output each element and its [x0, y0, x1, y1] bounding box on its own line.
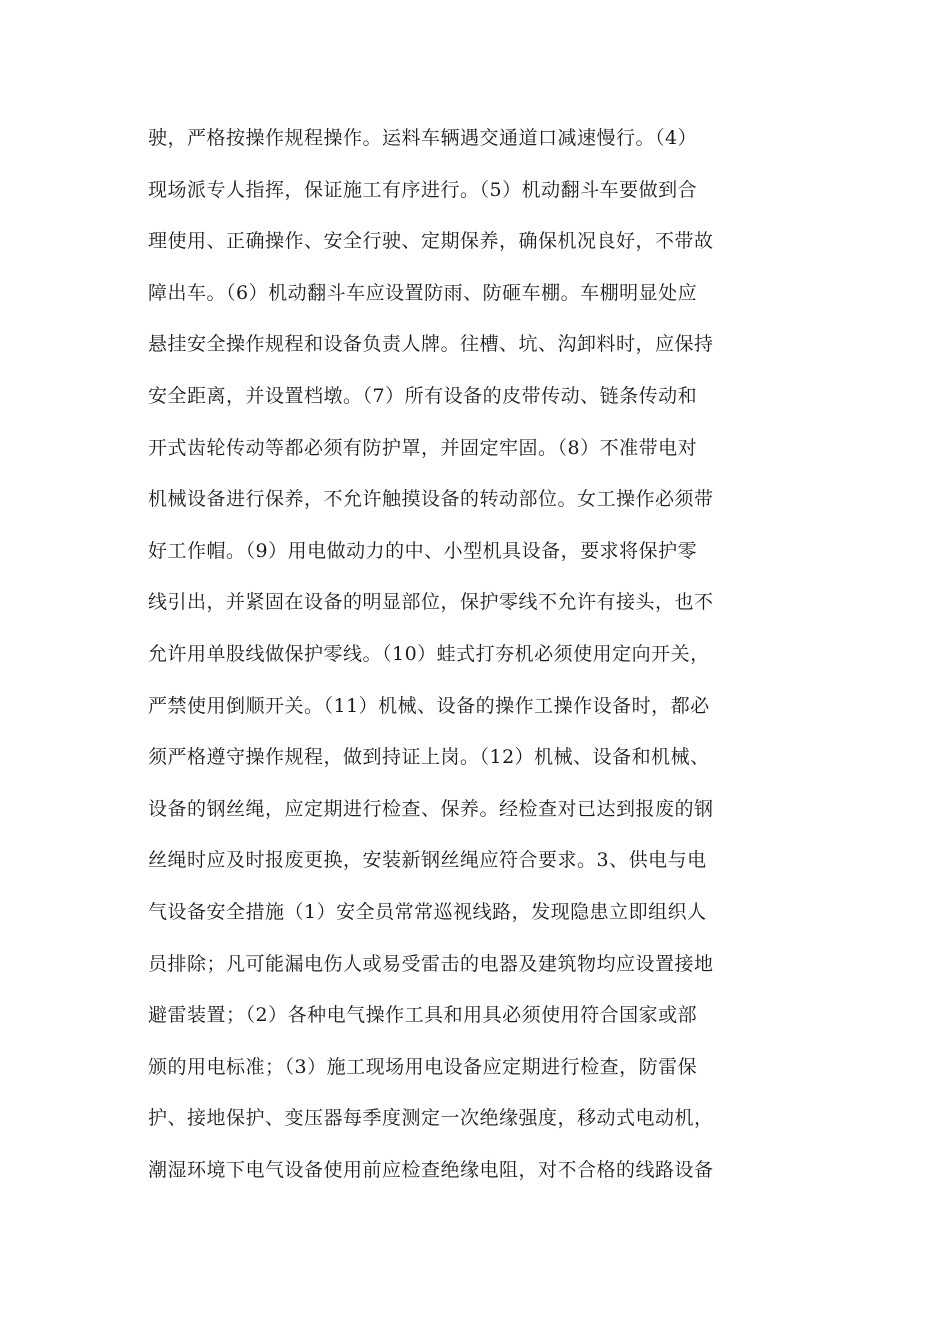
text-line: 须严格遵守操作规程，做到持证上岗。（12）机械、设备和机械、 — [148, 746, 710, 769]
text-line: 员排除；凡可能漏电伤人或易受雷击的电器及建筑物均应设置接地 — [148, 952, 714, 975]
text-line: 好工作帽。（9）用电做动力的中、小型机具设备，要求将保护零 — [148, 539, 698, 562]
text-line: 气设备安全措施（1）安全员常常巡视线路，发现隐患立即组织人 — [148, 900, 707, 923]
text-line: 驶，严格按操作规程操作。运料车辆遇交通道口减速慢行。（4） — [148, 127, 698, 149]
text-line: 潮湿环境下电气设备使用前应检查绝缘电阻，对不合格的线路设备 — [148, 1158, 714, 1181]
text-line: 障出车。（6）机动翻斗车应设置防雨、防砸车棚。车棚明显处应 — [148, 281, 698, 304]
text-line: 机械设备进行保养，不允许触摸设备的转动部位。女工操作必须带 — [148, 488, 714, 511]
text-line: 丝绳时应及时报废更换，安装新钢丝绳应符合要求。3、供电与电 — [148, 849, 707, 872]
text-line: 现场派专人指挥，保证施工有序进行。（5）机动翻斗车要做到合 — [148, 178, 698, 201]
text-line: 开式齿轮传动等都必须有防护罩，并固定牢固。（8）不准带电对 — [148, 436, 698, 459]
text-line: 严禁使用倒顺开关。（11）机械、设备的操作工操作设备时，都必 — [148, 694, 710, 717]
text-line: 设备的钢丝绳，应定期进行检查、保养。经检查对已达到报废的钢 — [148, 797, 714, 820]
text-line: 避雷装置；（2）各种电气操作工具和用具必须使用符合国家或部 — [148, 1004, 698, 1027]
text-line: 护、接地保护、变压器每季度测定一次绝缘强度，移动式电动机， — [148, 1107, 714, 1130]
text-line: 颁的用电标准；（3）施工现场用电设备应定期进行检查，防雷保 — [148, 1055, 698, 1078]
text-line: 安全距离，并设置档墩。（7）所有设备的皮带传动、链条传动和 — [148, 384, 698, 407]
text-line: 线引出，并紧固在设备的明显部位，保护零线不允许有接头，也不 — [148, 591, 714, 614]
body-text — [148, 118, 808, 1201]
text-line: 悬挂安全操作规程和设备负责人牌。往槽、坑、沟卸料时，应保持 — [148, 333, 714, 356]
text-line: 允许用单股线做保护零线。（10）蛙式打夯机必须使用定向开关， — [148, 642, 710, 665]
text-line: 理使用、正确操作、安全行驶、定期保养，确保机况良好，不带故 — [148, 230, 714, 253]
